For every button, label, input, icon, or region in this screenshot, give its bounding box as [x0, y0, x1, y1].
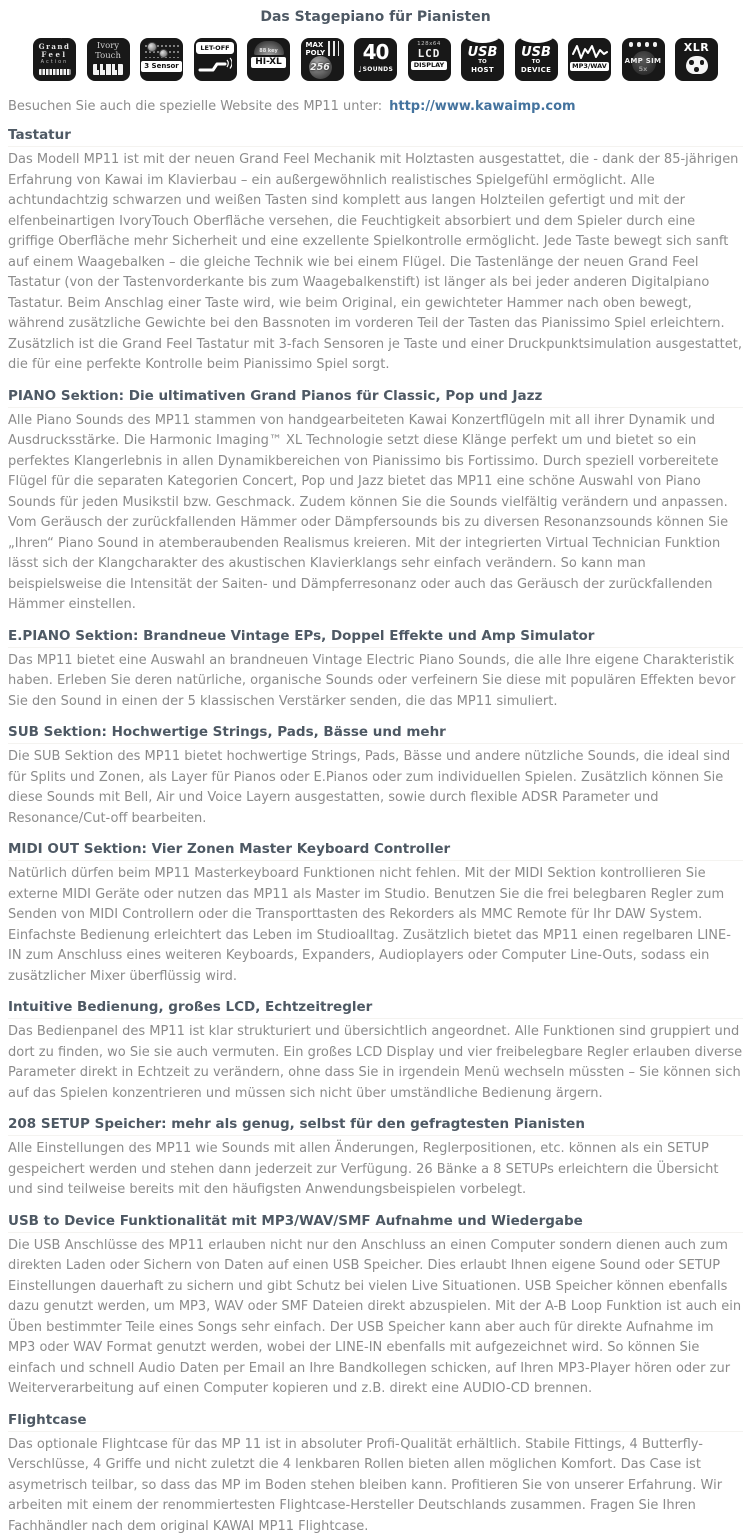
section-body: Das Bedienpanel des MP11 ist klar strukturiert und übersichtlich angeordnet. Alle Funktionen sind gruppiert und dort zu finden, wo Sie sie auch vermuten. Ein großes LCD Display und vier freibelegbare Regler erlauben diverse Parameter direkt in Echtzeit zu verändern, ohne dass Sie in irgendein Menü wechseln müssten – Sie können sich auf das Spielen konzentrieren und müssen sich nicht über umständliche Bedienung ärgern. — [8, 1022, 743, 1104]
section-body: Das optionale Flightcase für das MP 11 ist in absoluter Profi-Qualität erhältlich. Stabile Fittings, 4 Butterfly-Verschlüsse, 4 Griffe und nicht zuletzt die 4 lenkbaren Rollen bieten allen möglichen Komfort. Das Case ist asymetrisch teilbar, so dass das MP im Boden stehen bleiben kann. Profitieren Sie von unserer Erfahrung. Wir arbeiten mit einem der renommiertesten Flightcase-Hersteller Deutschlands zusammen. Fragen Sie Ihren Fachhändler nach dem original KAWAI MP11 Flightcase. — [8, 1435, 743, 1537]
piano-keys-icon — [39, 69, 71, 75]
sensor-node-icon — [147, 42, 157, 52]
section-body: Das Modell MP11 ist mit der neuen Grand Feel Mechanik mit Holztasten ausgestattet, die - dank der 85-jährigen Erfahrung von Kawai im Klavierbau – ein außergewöhnlich realistisches Spielgefühl ermöglicht. Alle achtundachtzig schwarzen und weißen Tasten sind komplett aus langen Holzteilen gefertigt und mit der elfenbeinartigen IvoryTouch Oberfläche versehen, die Feuchtigkeit absorbiert und dem Spieler durch eine griffige Oberfläche mehr Sicherheit und eine exzellente Spielkontrolle ermöglicht. Jede Taste bewegt sich sanft auf einem Waagebalken – die gleiche Technik wie bei einem Flügel. Die Tastenlänge der neuen Grand Feel Tastatur (von der Tastenvorderkante bis zum Waagebalkenstift) ist länger als bei jeder anderen Digitalpiano Tastatur. Beim Anschlag einer Taste wird, wie beim Original, ein gewichteter Hammer nach oben bewegt, während zusätzliche Gewichte bei den Bassnoten im vorderen Teil der Tasten das Pianissimo Spiel erleichtern. Zusätzlich ist die Grand Feel Tastatur mit 3-fach Sensoren je Taste und einer Druckpunktsimulation ausgestattet, die für eine perfekte Kontrolle beim Pianissimo Spiel sorgt. — [8, 150, 743, 376]
badge-usb-to-device — [515, 38, 558, 81]
intro-text: Besuchen Sie auch die spezielle Website des MP11 unter: — [8, 99, 382, 114]
badge-40-sounds — [354, 38, 397, 81]
amp-sim-count: 5x — [639, 65, 648, 73]
section-heading: USB to Device Funktionalität mit MP3/WAV/SMF Aufnahme und Wiedergabe — [8, 1213, 743, 1233]
section-body: Alle Piano Sounds des MP11 stammen von handgearbeiteten Kawai Konzertflügeln mit all ihrer Dynamik und Ausdrucksstärke. Die Harmonic Imaging™ XL Technologie setzt diese Klänge perfekt um und bietet so ein perfektes Klangerlebnis in allen Dynamikbereichen von Pianissimo bis Fortissimo. Durch speziell vorbereitete Flügel für die separaten Kategorien Concert, Pop und Jazz bietet das MP11 eine schöne Auswahl von Piano Sounds für jeden Musikstil bzw. Geschmack. Zudem können Sie die Sounds vielfältig verändern und anpassen. Vom Geräusch der zurückfallenden Hämmer oder Dämpfersounds bis zu diversen Resonanzsounds können Sie „Ihren“ Piano Sound in atemberaubenden Realismus kreieren. Mit der integrierten Virtual Technician Funktion lässt sich der Klangcharakter des akustischen Klavierklangs sehr einfach verändern. So kann man beispielsweise die Intensität der Saiten- und Dämpferresonanz oder auch das Geräusch der zurückfallenden Hämmer einstellen. — [8, 411, 743, 616]
poly-bars-icon — [328, 41, 339, 56]
badge-usb-to-host — [461, 38, 504, 81]
badge-max-poly-256 — [301, 38, 344, 81]
amp-knobs-icon — [629, 42, 658, 47]
feature-badge-row — [8, 38, 743, 81]
section-body: Natürlich dürfen beim MP11 Masterkeyboard Funktionen nicht fehlen. Mit der MIDI Sektion kontrollieren Sie externe MIDI Geräte oder nutzen das MP11 als Master im Studio. Benutzen Sie die frei belegbaren Regler zum Senden von MIDI Controllern oder die Transporttasten des Rekorders als MMC Remote für Ihr DAW System. Einfachste Bedienung erleichtert das Leben im Studioalltag. Zusätzlich bietet das MP11 einen regelbaren LINE-IN zum Anschluss eines weiteren Keyboards, Expanders, Audioplayers oder Computer Line-Outs, sodass ein zusätzlicher Mixer überflüssig wird. — [8, 864, 743, 987]
usb-host: HOST — [471, 66, 494, 74]
usb-text: USB — [521, 46, 551, 59]
section-setup-speicher — [8, 1116, 743, 1201]
usb-device: DEVICE — [521, 66, 551, 74]
section-midi-out — [8, 841, 743, 987]
hammer-dome-icon — [254, 41, 284, 55]
grand-feel-line1: Grand — [39, 43, 71, 51]
hi-xl-label: HI-XL — [251, 57, 286, 68]
ivory-touch-line2: Touch — [95, 52, 121, 62]
lcd-text: LCD — [418, 48, 441, 59]
max-poly-line1: MAX — [306, 42, 324, 50]
key-profile-icon — [198, 56, 232, 74]
music-note-icon: ♩ — [358, 65, 362, 74]
let-off-label: LET-OFF — [196, 42, 233, 54]
intro-line — [8, 98, 743, 115]
max-poly-line2: POLY — [306, 50, 326, 58]
amp-sim-label: AMP SIM — [625, 57, 662, 65]
section-heading: Flightcase — [8, 1412, 743, 1432]
badge-mp3-wav — [568, 38, 611, 81]
ivory-touch-line1: Ivory — [97, 42, 119, 52]
section-epiano — [8, 628, 743, 713]
section-body: Das MP11 bietet eine Auswahl an brandneuen Vintage Electric Piano Sounds, die alle Ihre eigene Charakteristik haben. Erleben Sie deren natürliche, organische Sounds oder verfeinern Sie diese mit populären Effekten bevor Sie den Sound in einen der 5 klassischen Verstärker senden, die das MP11 simuliert. — [8, 651, 743, 713]
poly-circle-icon — [309, 56, 332, 79]
section-body: Alle Einstellungen des MP11 wie Sounds mit allen Änderungen, Reglerpositionen, etc. können als ein SETUP gespeichert werden und stehen dann jederzeit zur Verfügung. 26 Bänke a 8 SETUPs erleichtern die Übersicht und sind teilweise bereits mit den häufigsten Anwendungsbeispielen vorbelegt. — [8, 1139, 743, 1201]
grand-feel-line2: Feel — [41, 51, 67, 59]
website-link[interactable]: http://www.kawaimp.com — [389, 99, 575, 114]
badge-let-off — [194, 38, 237, 81]
section-heading: SUB Sektion: Hochwertige Strings, Pads, Bässe und mehr — [8, 724, 743, 744]
waveform-icon — [572, 42, 608, 62]
badge-ivory-touch — [87, 38, 130, 81]
section-bedienung — [8, 999, 743, 1104]
grand-feel-line3: Action — [41, 59, 69, 66]
display-label: DISPLAY — [411, 61, 448, 70]
section-heading: E.PIANO Sektion: Brandneue Vintage EPs, Doppel Effekte und Amp Simulator — [8, 628, 743, 648]
hi-xl-top: 88 key — [259, 48, 278, 55]
section-piano — [8, 388, 743, 616]
piano-keys-icon — [93, 64, 123, 75]
section-body: Die SUB Sektion des MP11 bietet hochwertige Strings, Pads, Bässe und andere nützliche Sounds, die ideal sind für Splits und Zonen, als Layer für Pianos oder E.Pianos oder zum individuellen Spielen. Zusätzlich können Sie diese Sounds mit Bell, Air und Voice Layern ausgestatten, sowie durch flexible ADSR Parameter und Resonance/Cut-off bearbeiten. — [8, 747, 743, 829]
section-heading: 208 SETUP Speicher: mehr als genug, selbst für den gefragtesten Pianisten — [8, 1116, 743, 1136]
xlr-label: XLR — [684, 42, 709, 54]
section-tastatur — [8, 127, 743, 376]
usb-to: TO — [532, 59, 540, 66]
xlr-connector-icon — [686, 56, 708, 74]
badge-3-sensor — [140, 38, 183, 81]
sensor-node-icon — [159, 49, 168, 58]
badge-xlr — [675, 38, 718, 81]
max-poly-value: 256 — [310, 62, 330, 73]
mp3-wav-label: MP3/WAV — [570, 62, 609, 71]
section-flightcase — [8, 1412, 743, 1537]
sounds-label: SOUNDS — [363, 66, 393, 74]
section-heading: PIANO Sektion: Die ultimativen Grand Pianos für Classic, Pop und Jazz — [8, 388, 743, 408]
usb-to: TO — [478, 59, 486, 66]
section-heading: Tastatur — [8, 127, 743, 147]
section-usb-to-device — [8, 1213, 743, 1400]
page-title: Das Stagepiano für Pianisten — [8, 0, 743, 26]
badge-88key-hi-xl — [247, 38, 290, 81]
badge-grand-feel-action — [33, 38, 76, 81]
section-body: Die USB Anschlüsse des MP11 erlauben nicht nur den Anschluss an einen Computer sondern dienen auch zum direkten Laden oder Sichern von Daten auf einen USB Speicher. Dies erlaubt Ihnen eigene Sound oder SETUP Einstellungen dauerhaft zu sichern und gibt Schutz bei vielen Live Situationen. USB Speicher können ebenfalls dazu genutzt werden, um MP3, WAV oder SMF Dateien direkt abzuspielen. Mit der A-B Loop Funktion ist auch ein Üben bestimmter Teile eines Songs sehr einfach. Der USB Speicher kann aber auch für direkte Aufnahme im MP3 oder WAV Format genutzt werden, wobei der LINE-IN ebenfalls mit aufgezeichnet wird. So können Sie einfach und schnell Audio Daten per Email an Ihre Bandkollegen schicken, auf Ihren MP3-Player hören oder zur Weiterverarbeitung auf einen Computer kopieren und z.B. direkt eine AUDIO-CD brennen. — [8, 1236, 743, 1400]
badge-amp-sim-5x — [622, 38, 665, 81]
badge-lcd-display — [408, 38, 451, 81]
lcd-resolution: 128x64 — [417, 41, 441, 48]
sensor-label: 3 Sensor — [141, 61, 182, 72]
sounds-count: 40 — [363, 41, 389, 64]
section-heading: MIDI OUT Sektion: Vier Zonen Master Keyboard Controller — [8, 841, 743, 861]
section-heading: Intuitive Bedienung, großes LCD, Echtzeitregler — [8, 999, 743, 1019]
section-sub — [8, 724, 743, 829]
usb-text: USB — [468, 46, 498, 59]
